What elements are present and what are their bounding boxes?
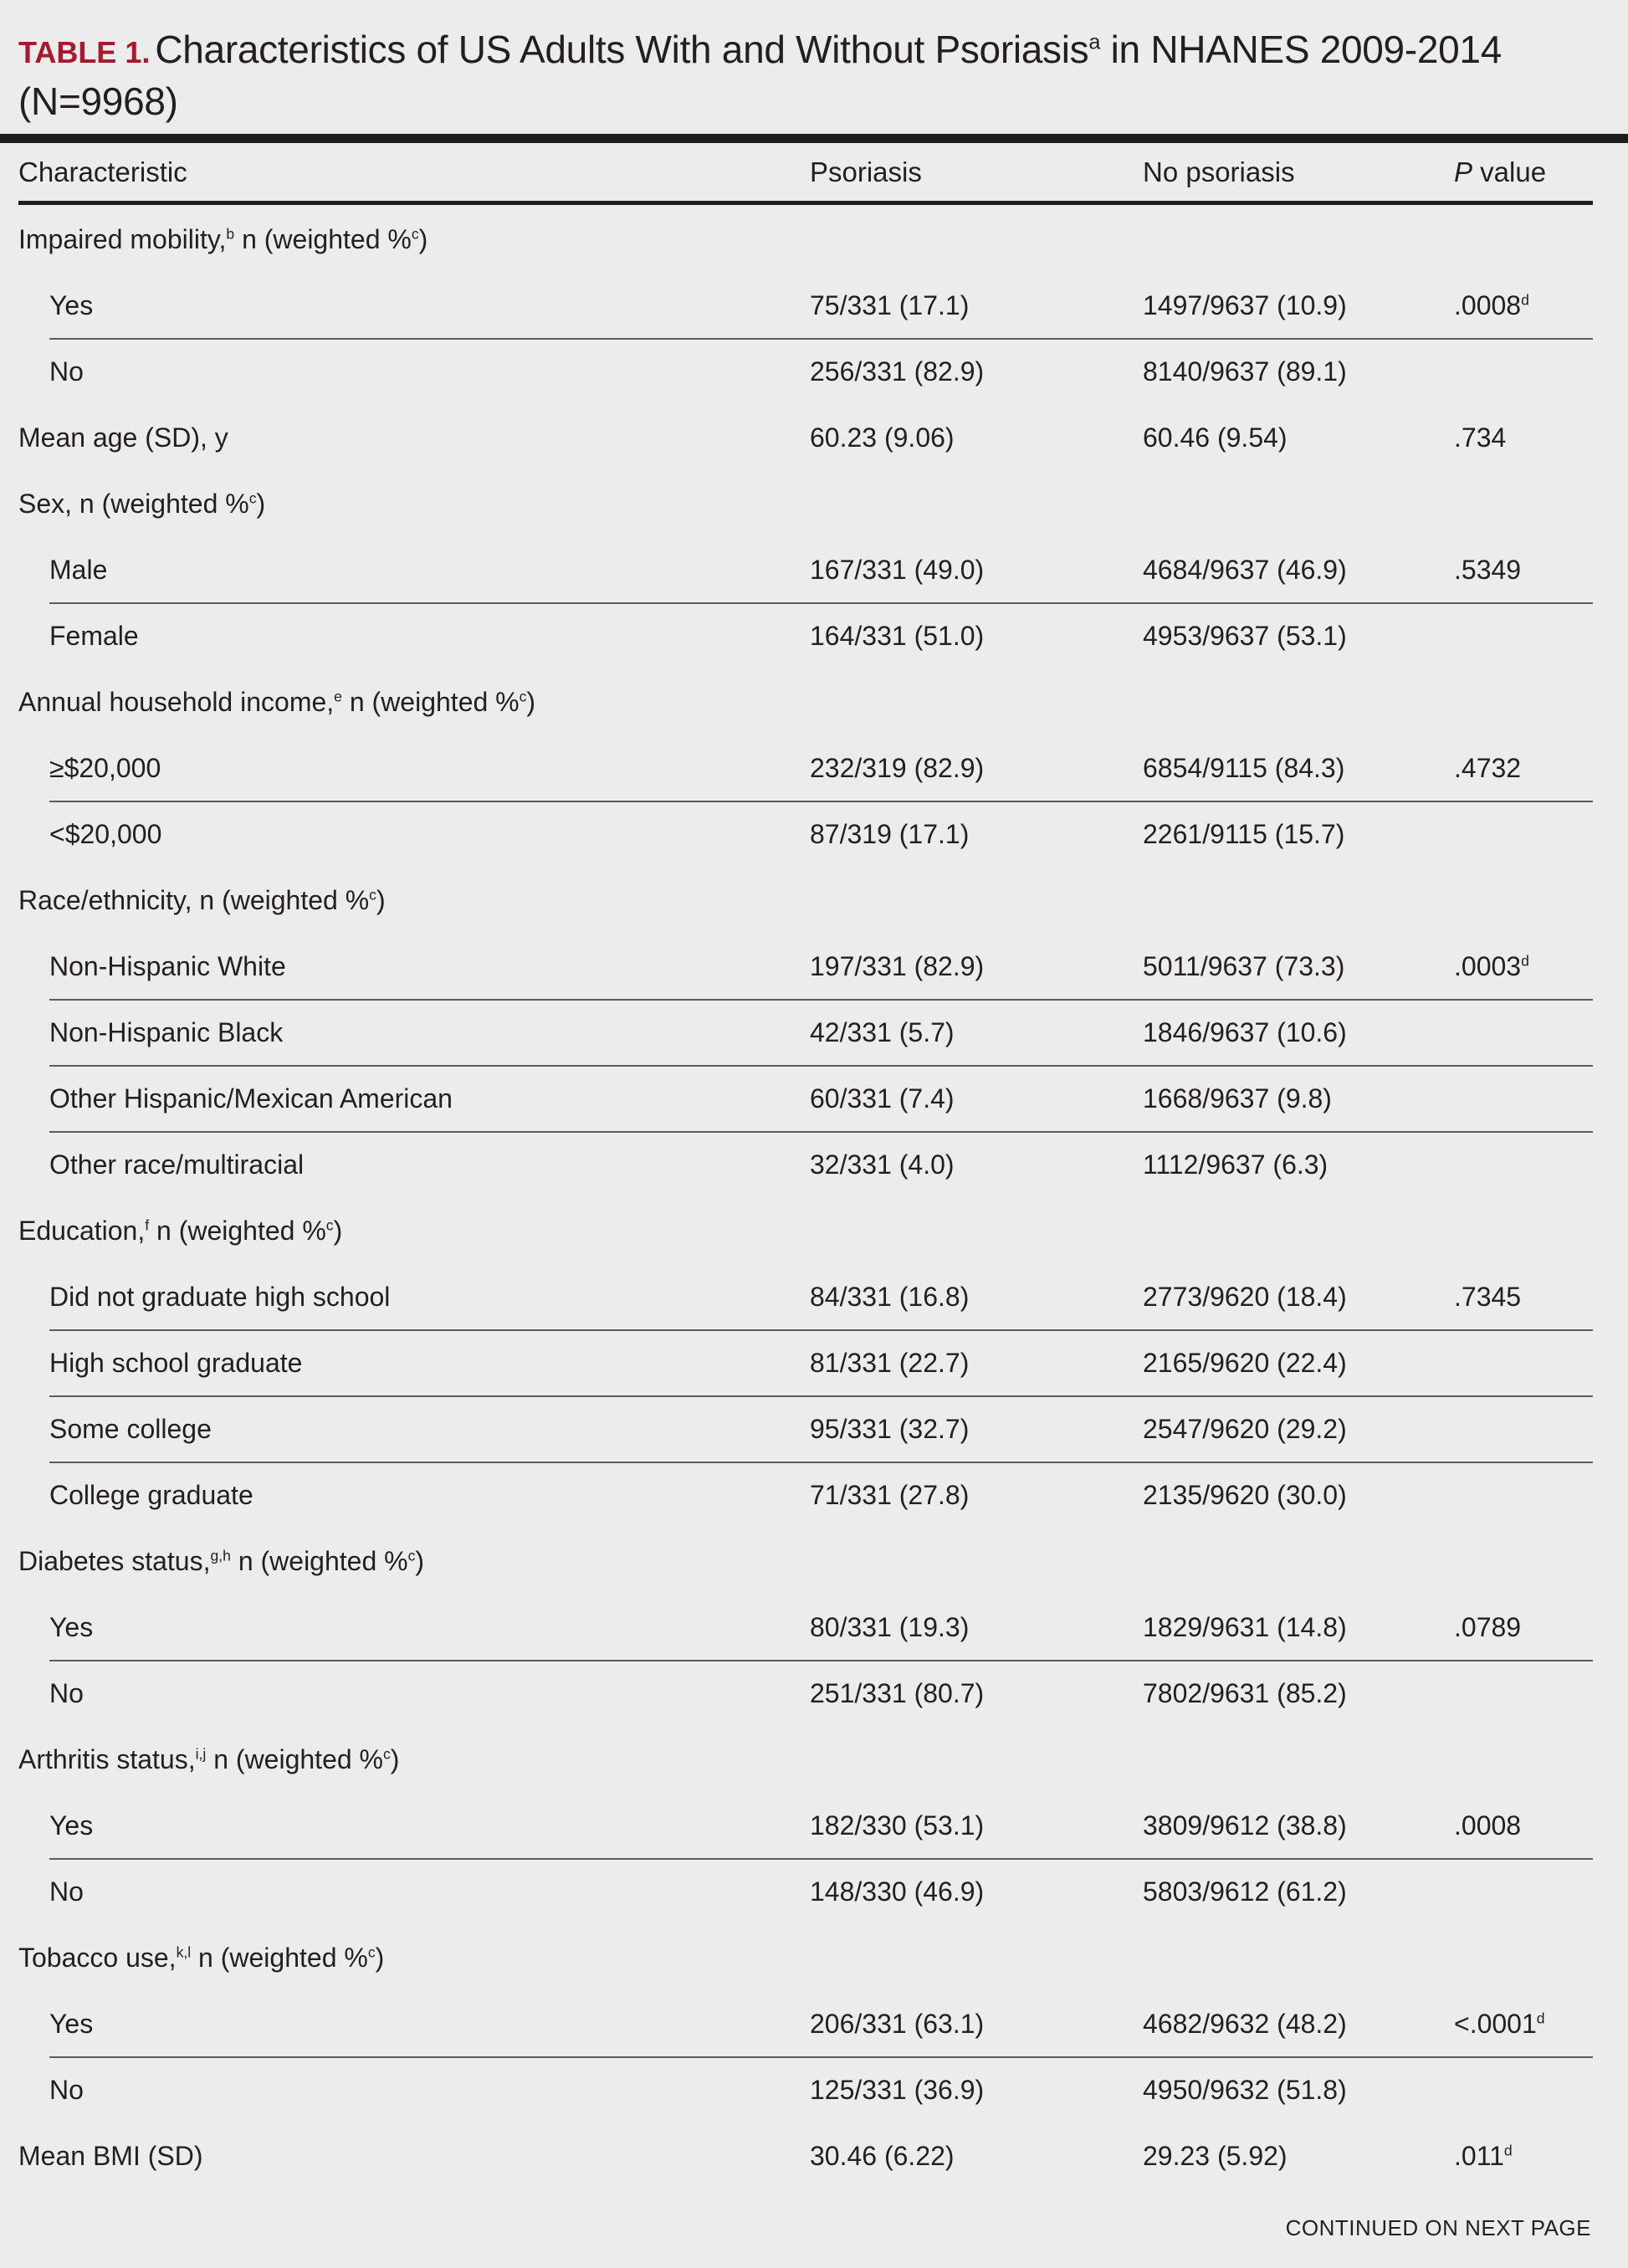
header-characteristic: Characteristic: [18, 156, 187, 187]
characteristic-cell: [18, 669, 535, 735]
no-psoriasis-cell: 5803/9612 (61.2): [1143, 1876, 1347, 1907]
characteristic-cell: [18, 1198, 342, 1264]
psoriasis-cell: 80/331 (19.3): [810, 1612, 970, 1642]
no-psoriasis-cell: 1497/9637 (10.9): [1143, 290, 1347, 320]
header-p-value: [1454, 156, 1546, 189]
group-heading-row: [18, 1925, 1593, 1991]
characteristic-cell: Did not graduate high school: [49, 1282, 391, 1312]
label-text: ): [415, 1546, 425, 1576]
table-row: [18, 1066, 1593, 1132]
psoriasis-cell: 256/331 (82.9): [810, 356, 985, 387]
psoriasis-cell: 42/331 (5.7): [810, 1017, 955, 1047]
table-row: [18, 801, 1593, 868]
footnote-mark: b: [226, 225, 235, 243]
p-value-text: .5349: [1454, 555, 1522, 585]
p-value-text: .0008: [1454, 1810, 1522, 1841]
p-value-cell: [1454, 273, 1529, 339]
no-psoriasis-cell: 2773/9620 (18.4): [1143, 1282, 1347, 1312]
table-row: [18, 934, 1593, 1000]
characteristic-cell: No: [49, 356, 84, 387]
table-row: [18, 1132, 1593, 1198]
table-title-text: [18, 28, 1502, 123]
characteristic-cell: Mean BMI (SD): [18, 2141, 203, 2171]
label-text: Education,: [18, 1216, 146, 1246]
label-text: ): [376, 885, 386, 915]
label-text: ): [526, 687, 536, 717]
table-row: [18, 1264, 1593, 1330]
group-heading-row: [18, 471, 1593, 537]
table-label: TABLE 1.: [18, 35, 151, 69]
header-rule: [18, 201, 1593, 205]
psoriasis-cell: 84/331 (16.8): [810, 1282, 970, 1312]
characteristic-cell: Other Hispanic/Mexican American: [49, 1083, 453, 1114]
p-value-text: .7345: [1454, 1282, 1522, 1312]
table-row: [18, 735, 1593, 801]
psoriasis-cell: 182/330 (53.1): [810, 1810, 985, 1841]
no-psoriasis-cell: 60.46 (9.54): [1143, 422, 1288, 453]
table-row: [18, 1396, 1593, 1462]
no-psoriasis-cell: 1846/9637 (10.6): [1143, 1017, 1347, 1047]
characteristic-cell: Yes: [49, 2009, 94, 2039]
no-psoriasis-cell: 8140/9637 (89.1): [1143, 356, 1347, 387]
p-value-cell: [1454, 934, 1529, 1000]
group-heading-row: [18, 1727, 1593, 1793]
no-psoriasis-cell: 29.23 (5.92): [1143, 2141, 1288, 2171]
footnote-mark: i,j: [195, 1745, 207, 1763]
footnote-mark: c: [248, 489, 257, 507]
footnote-mark: d: [1536, 2009, 1545, 2027]
characteristic-cell: Yes: [49, 1810, 94, 1841]
table-row: [18, 1859, 1593, 1925]
characteristic-cell: Other race/multiracial: [49, 1149, 305, 1180]
no-psoriasis-cell: 2165/9620 (22.4): [1143, 1348, 1347, 1378]
no-psoriasis-cell: 4953/9637 (53.1): [1143, 621, 1347, 651]
no-psoriasis-cell: 2547/9620 (29.2): [1143, 1414, 1347, 1444]
characteristic-cell: College graduate: [49, 1480, 253, 1510]
group-heading-row: [18, 1528, 1593, 1595]
label-text: ): [375, 1943, 385, 1973]
table-row: [18, 2057, 1593, 2123]
label-text: n (weighted %: [206, 1744, 383, 1774]
no-psoriasis-cell: 4682/9632 (48.2): [1143, 2009, 1347, 2039]
label-text: n (weighted %: [234, 224, 412, 254]
p-value-cell: [1454, 2123, 1513, 2189]
table-title: [18, 25, 1591, 125]
footnote-mark: c: [411, 225, 419, 243]
p-value-text: <.0001: [1454, 2009, 1537, 2039]
table-row: [18, 603, 1593, 669]
group-heading-row: [18, 868, 1593, 934]
footnote-mark: e: [334, 688, 342, 705]
psoriasis-cell: 60/331 (7.4): [810, 1083, 955, 1114]
header-p-italic: P: [1454, 156, 1473, 187]
footnote-mark: d: [1503, 2142, 1513, 2159]
psoriasis-cell: 87/319 (17.1): [810, 819, 970, 849]
no-psoriasis-cell: 3809/9612 (38.8): [1143, 1810, 1347, 1841]
label-text: n (weighted %: [341, 687, 520, 717]
footnote-mark: g,h: [210, 1547, 231, 1564]
table-row: [18, 537, 1593, 603]
p-value-text: .0008: [1454, 290, 1522, 320]
p-value-text: .4732: [1454, 753, 1522, 783]
label-text: ): [256, 489, 266, 519]
characteristic-cell: [18, 471, 265, 537]
p-value-text: .734: [1454, 422, 1507, 453]
characteristic-cell: High school graduate: [49, 1348, 303, 1378]
characteristic-cell: Male: [49, 555, 108, 585]
footnote-mark: c: [325, 1216, 334, 1234]
no-psoriasis-cell: 2261/9115 (15.7): [1143, 819, 1345, 849]
group-heading-row: [18, 1198, 1593, 1264]
characteristic-cell: Yes: [49, 1612, 94, 1642]
label-text: ): [390, 1744, 400, 1774]
psoriasis-cell: 164/331 (51.0): [810, 621, 985, 651]
characteristic-cell: Some college: [49, 1414, 212, 1444]
table-row-single: [18, 405, 1593, 471]
characteristic-cell: <$20,000: [49, 819, 162, 849]
characteristic-cell: Female: [49, 621, 139, 651]
table-row: [18, 1661, 1593, 1727]
psoriasis-cell: 197/331 (82.9): [810, 951, 985, 981]
psoriasis-cell: 206/331 (63.1): [810, 2009, 985, 2039]
group-heading-row: [18, 669, 1593, 735]
characteristic-cell: Non-Hispanic Black: [49, 1017, 284, 1047]
label-text: Diabetes status,: [18, 1546, 211, 1576]
characteristic-cell: No: [49, 1876, 84, 1907]
footnote-mark: c: [519, 688, 527, 705]
header-p-rest: value: [1472, 156, 1547, 187]
p-value-text: .0789: [1454, 1612, 1522, 1642]
no-psoriasis-cell: 1112/9637 (6.3): [1143, 1149, 1329, 1180]
label-text: n (weighted %: [191, 1943, 368, 1973]
characteristic-cell: [18, 1925, 384, 1991]
footnote-mark: k,l: [176, 1943, 192, 1961]
table-row: [18, 1991, 1593, 2057]
p-value-cell: [1454, 1595, 1521, 1661]
table-row-single: [18, 2123, 1593, 2189]
table-row: [18, 339, 1593, 405]
table-row: [18, 1000, 1593, 1066]
psoriasis-cell: 251/331 (80.7): [810, 1678, 985, 1708]
footnote-mark: d: [1521, 952, 1529, 970]
p-value-text: .011: [1454, 2141, 1504, 2171]
psoriasis-cell: 60.23 (9.06): [810, 422, 955, 453]
table-header-row: [18, 144, 1593, 202]
table-row: [18, 273, 1593, 339]
no-psoriasis-cell: 1668/9637 (9.8): [1143, 1083, 1332, 1114]
label-text: Sex, n (weighted %: [18, 489, 249, 519]
label-text: Annual household income,: [18, 687, 335, 717]
psoriasis-cell: 71/331 (27.8): [810, 1480, 970, 1510]
psoriasis-cell: 32/331 (4.0): [810, 1149, 955, 1180]
footnote-mark: c: [383, 1745, 391, 1763]
p-value-cell: [1454, 735, 1521, 801]
label-text: Tobacco use,: [18, 1943, 177, 1973]
psoriasis-cell: 125/331 (36.9): [810, 2075, 985, 2105]
no-psoriasis-cell: 1829/9631 (14.8): [1143, 1612, 1347, 1642]
footnote-mark: d: [1521, 291, 1529, 309]
label-text: Impaired mobility,: [18, 224, 227, 254]
characteristic-cell: No: [49, 1678, 84, 1708]
no-psoriasis-cell: 7802/9631 (85.2): [1143, 1678, 1347, 1708]
continued-note: CONTINUED ON NEXT PAGE: [1285, 2215, 1591, 2240]
table-row: [18, 1330, 1593, 1396]
no-psoriasis-cell: 4684/9637 (46.9): [1143, 555, 1347, 585]
characteristic-cell: ≥$20,000: [49, 753, 161, 783]
table-row: [18, 1462, 1593, 1528]
characteristic-cell: Non-Hispanic White: [49, 951, 286, 981]
characteristic-cell: Mean age (SD), y: [18, 422, 228, 453]
footnote-mark: c: [407, 1547, 416, 1564]
no-psoriasis-cell: 5011/9637 (73.3): [1143, 951, 1345, 981]
table-row: [18, 1793, 1593, 1859]
title-text-part: Characteristics of US Adults With and Without Psoriasis: [155, 28, 1089, 71]
label-text: ): [333, 1216, 343, 1246]
psoriasis-cell: 167/331 (49.0): [810, 555, 985, 585]
p-value-cell: [1454, 405, 1506, 471]
footnote-mark: c: [367, 1943, 376, 1961]
p-value-text: .0003: [1454, 951, 1522, 981]
title-footnote-mark: a: [1088, 30, 1101, 54]
label-text: n (weighted %: [230, 1546, 408, 1576]
footnote-mark: f: [145, 1216, 150, 1234]
header-no-psoriasis: No psoriasis: [1143, 156, 1295, 187]
footnote-mark: c: [369, 886, 376, 904]
characteristic-cell: [18, 868, 386, 934]
title-text-part: in NHANES 2009-2014 (N=9968): [18, 28, 1502, 123]
characteristic-cell: No: [49, 2075, 84, 2105]
characteristic-cell: [18, 207, 427, 273]
characteristic-cell: [18, 1528, 424, 1595]
no-psoriasis-cell: 2135/9620 (30.0): [1143, 1480, 1347, 1510]
psoriasis-cell: 148/330 (46.9): [810, 1876, 985, 1907]
psoriasis-cell: 95/331 (32.7): [810, 1414, 970, 1444]
psoriasis-cell: 232/319 (82.9): [810, 753, 985, 783]
label-text: ): [418, 224, 428, 254]
p-value-cell: [1454, 1793, 1521, 1859]
p-value-cell: [1454, 537, 1521, 603]
table-row: [18, 1595, 1593, 1661]
label-text: n (weighted %: [149, 1216, 326, 1246]
label-text: Arthritis status,: [18, 1744, 196, 1774]
title-rule: [0, 134, 1628, 143]
no-psoriasis-cell: 6854/9115 (84.3): [1143, 753, 1345, 783]
label-text: Race/ethnicity, n (weighted %: [18, 885, 370, 915]
characteristic-cell: Yes: [49, 290, 94, 320]
group-heading-row: [18, 207, 1593, 273]
p-value-cell: [1454, 1991, 1545, 2057]
p-value-cell: [1454, 1264, 1521, 1330]
characteristic-cell: [18, 1727, 399, 1793]
psoriasis-cell: 30.46 (6.22): [810, 2141, 955, 2171]
header-psoriasis: Psoriasis: [810, 156, 922, 187]
no-psoriasis-cell: 4950/9632 (51.8): [1143, 2075, 1347, 2105]
psoriasis-cell: 81/331 (22.7): [810, 1348, 970, 1378]
psoriasis-cell: 75/331 (17.1): [810, 290, 970, 320]
